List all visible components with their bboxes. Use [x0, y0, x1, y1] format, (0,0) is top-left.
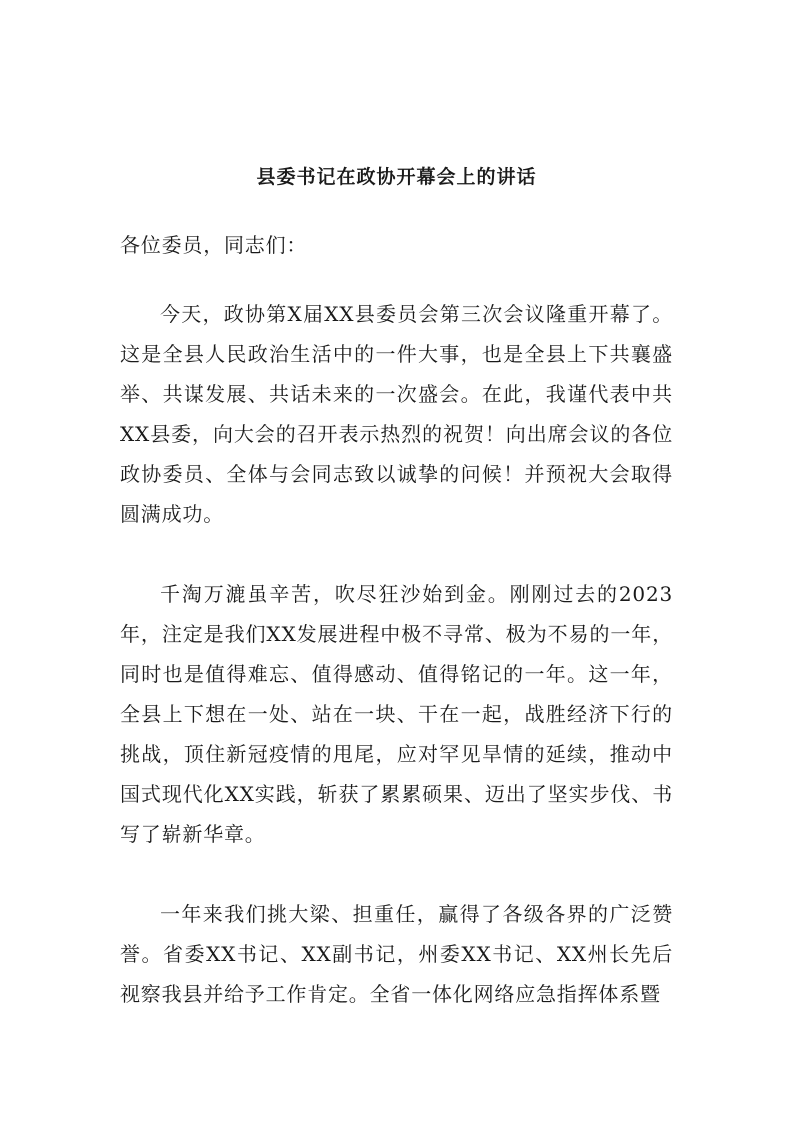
paragraph-1: 今天，政协第X届XX县委员会第三次会议隆重开幕了。这是全县人民政治生活中的一件大事，也是全县上下共襄盛举、共谋发展、共话未来的一次盛会。在此，我谨代表中共XX县委，向大会的召开表示热烈的祝贺！向出席会议的各位政协委员、全体与会同志致以诚挚的问候！并预祝大会取得圆满成功。	[120, 302, 673, 526]
paragraph-3: 一年来我们挑大梁、担重任，赢得了各级各界的广泛赞誉。省委XX书记、XX副书记，州委XX书记、XX州长先后视察我县并给予工作肯定。全省一体化网络应急指挥体系暨	[120, 902, 673, 1006]
greeting: 各位委员，同志们：	[120, 233, 308, 257]
document-title: 县委书记在政协开幕会上的讲话	[256, 166, 537, 188]
paragraph-2: 千淘万漉虽辛苦，吹尽狂沙始到金。刚刚过去的2023年，注定是我们XX发展进程中极不寻常、极为不易的一年，同时也是值得难忘、值得感动、值得铭记的一年。这一年，全县上下想在一处、站在一块、干在一起，战胜经济下行的挑战，顶住新冠疫情的甩尾，应对罕见旱情的延续，推动中国式现代化XX实践，斩获了累累硕果、迈出了坚实步伐、书写了崭新华章。	[120, 582, 673, 846]
